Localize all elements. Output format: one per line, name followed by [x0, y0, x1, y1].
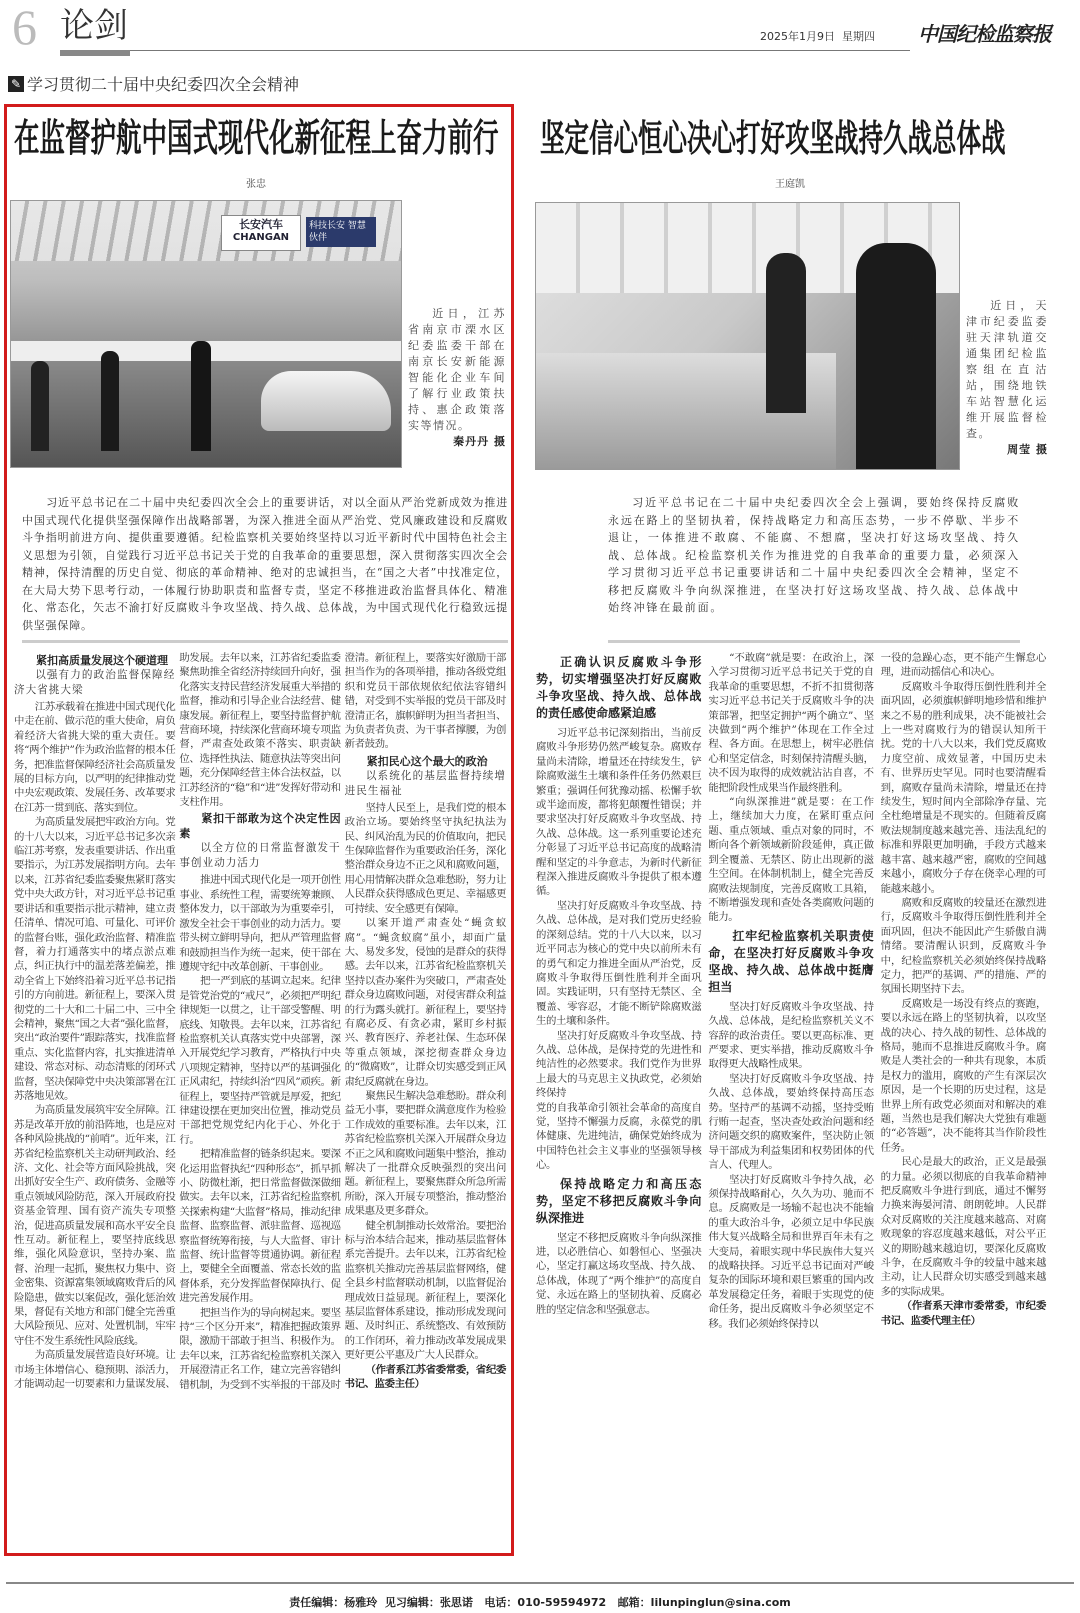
person-shape: [31, 361, 49, 451]
column-tag: [8, 72, 299, 95]
left-column-3: 紧扣民心这个最大的政治 以系统化的基层监督持续增进民生福祉 坚持人民至上，是我们党的根本政治立场。要始终坚守执纪执法为民、纠风治乱为民的价值取向，把民生保障监督作为重要政治任务，深化整治群众身边不正之风和腐败问题，用心用情解决群众急难愁盼，努力让人民群众获得感成色更足、幸福感更可持续、安全感更有保障。 以案开道严肃查处“蝇贪蚁腐”。“蝇贪蚁腐”虽小，却面广量大、易发多发，侵蚀的是群众的获得感。去年以来，江苏省纪检监察机关坚持以查办案件为突破口，严肃查处群众身边腐败问题，对侵害群众利益的行为露头就打。新征程上，要坚持有腐必反、有贪必肃，紧盯乡村振兴、教育医疗、养老社保、生态环保等重点领域，深挖彻查群众身边的“微腐败”，让群众切实感受到正风肃纪反腐就在身边。 聚焦民生解决急难愁盼。群众利益无小事，要把群众满意度作为检验工作成效的重要标准。去年以来，江苏省纪检监察机关深入开展群众身边不正之风和腐败问题集中整治，推动解决了一批群众反映强烈的突出问题。新征程上，要聚焦群众所急所需所盼，深入开展专项整治，推动整治成果惠及更多群众。 健全机制推动长效常治。要把治标与治本结合起来，推动基层监督体系完善提升。去年以来，江苏省纪检监察机关推动完善基层监督网络，健全县乡村监督联动机制，以监督促治理成效日益显现。新征程上，要深化基层监督体系建设，推动形成发现问题、及时纠正、系统整改、有效预防的工作闭环，着力推动改革发展成果更好更公平惠及广大人民群众。 （作者系江苏省委常委，省纪委书记、监委主任）: [344, 754, 506, 1391]
footer-credits: [0, 1594, 1080, 1610]
right-divider: [608, 640, 1020, 643]
right-body-columns: [536, 651, 1046, 1331]
date-text: 2025年1月9日: [760, 30, 835, 43]
right-photo: [535, 202, 960, 470]
left-lead: 习近平总书记在二十届中央纪委四次全会上的重要讲话，对以全面从严治党新成效为推进中国式现代化提供坚强保障作出战略部署，为深入推进全面从严治党、党风廉政建设和反腐败斗争指明前进方向、提供重要遵循。纪检监察机关要始终坚持以习近平新时代中国特色社会主义思想为引领，自觉践行习近平总书记关于党的自我革命的重要思想，深入贯彻落实四次全会精神，保持清醒的历史自觉、彻底的革命精神、绝对的忠诚担当，在“国之大者”中找准定位，在大局大势下思考行动，一体履行协助职责和监督专责，坚定不移推进政治监督具体化、精准化、常态化，矢志不渝打好反腐败斗争攻坚战、持久战、总体战，为中国式现代化行稳致远提供坚强保障。: [22, 496, 508, 632]
left-column-1: 紧扣高质量发展这个硬道理 以强有力的政治监督保障经济大省挑大梁 江苏承载着在推进中国式现代化中走在前、做示范的重大使命，肩负着经济大省挑大梁的重大责任。要将“两个维护”作为政治监督的根本任务，把准监督保障经济社会高质量发展的目标方向，以严明的纪律推动党中央宏观政策、发展任务、改革要求在江苏一贯到底、落实到位。 为高质量发展把牢政治方向。党的十八大以来，习近平总书记多次亲临江苏考察，发表重要讲话、作出重要指示，为江苏发展指明方向。去年以来，江苏省纪委监委聚焦紧盯落实党中央大政方针，对习近平总书记重要讲话和重要指示批示精神，建立责任清单、情况可追、可量化、可评价的监督台账，强化政治监督、精准监督，着力打通落实中的堵点淤点难点，纠正执行中的温差落差偏差，推动全省上下始终沿着习近平总书记指引的方向前进。新征程上，要深入贯彻党的二十大和二十届二中、三中全会精神，聚焦“国之大者”强化监督，突出“政治要件”跟踪落实，找准监督重点、实化监督内容，扎实推进清单建设、常态对标、动态清账的闭环式监督，坚决保障党中央决策部署在江苏落地见效。 为高质量发展筑牢安全屏障。江苏是改革开放的前沿阵地，也是应对各种风险挑战的“前哨”。近年来，江苏省纪检监察机关主动研判政治、经济、文化、社会等方面风险挑战，突出抓好安全生产、政府债务、金融等重点领域风险防范，深入开展政府投资基金管理、国有资产流失专项整治，促进高质量发展和高水平安全良性互动。新征程上，要坚持底线思维，强化风险意识，坚持办案、监督、治理一起抓，聚焦权力集中、资金密集、资源富集领域腐败背后的风险隐患，做实以案促改，强化惩治效果，督促有关地方和部门健全完善重大风险预见、应对、处置机制，牢牢守住不发生系统性风险底线。 为高质量发展营造良好环境。让市场主体增信心、稳预期、添活力，才能调动起一切要素和力量谋发展、助发展。去年以来，江苏省纪委监委聚焦助推全省经济持续回升向好，强化落实支持民营经济发展重大举措的监督，推动和引导企业合法经营、健康发展。新征程上，要坚持监督护航营商环境，持续深化营商环境专项监督，严肃查处政策不落实、职责缺位、选择性执法、随意执法等突出问题，充分保障经营主体合法权益，以江苏经济的“稳”和“进”发挥好带动和支柱作用。: [14, 652, 341, 1391]
phone: 电话：010-59594972: [484, 1596, 607, 1609]
left-column-2: 紧扣干部敢为这个决定性因素 以全方位的日常监督激发干事创业动力活力 推进中国式现代化是一项开创性事业、系统性工程，需要统筹兼顾、整体发力，以干部敢为为重要牵引，激发全社会干事创业的动力活力。要带头树立鲜明导向，把从严管理监督和鼓励担当作为统一起来，使干部在遵规守纪中改革创新、干事创业。 把一严到底的基调立起来。纪律是管党治党的“戒尺”，必须把严明纪律规矩一以贯之，让干部受警醒、明底线、知敬畏。去年以来，江苏省纪检监察机关认真落实党中央部署，深入开展党纪学习教育，严格执行中央八项规定精神，坚持以严的基调强化正风肃纪，持续纠治“四风”顽疾。新征程上，要坚持严管就是厚爱，把纪律建设摆在更加突出位置，推动党员干部把党规党纪内化于心、外化于行。 把精准监督的链条织起来。要深化运用监督执纪“四种形态”，抓早抓小、防微杜渐，把日常监督做深做细做实。去年以来，江苏省纪检监察机关探索构建“大监督”格局，推动纪律监督、监察监督、派驻监督、巡视巡察监督统筹衔接，与人大监督、审计监督、统计监督等贯通协调。新征程上，要健全全面覆盖、常态长效的监督体系，充分发挥监督保障执行、促进完善发展作用。 把担当作为的导向树起来。要坚持“三个区分开来”，精准把握政策界限，激励干部敢于担当、积极作为。去年以来，江苏省纪检监察机关深入开展澄清正名工作，建立完善容错纠错机制，为受到不实举报的干部及时澄清。新征程上，要落实好激励干部担当作为的各项举措，推动各级党组织和党员干部依规依纪依法容错纠错，对受到不实举报的党员干部及时澄清正名，旗帜鲜明为担当者担当、为负责者负责、为干事者撑腰，为创新者鼓劲。: [179, 652, 506, 1391]
slogan-sign: 科技长安 智慧伙伴: [306, 217, 376, 247]
section-bar: [60, 50, 130, 56]
left-body-columns: [14, 651, 506, 1392]
email: 邮箱：lilunpinglun@sina.com: [617, 1596, 791, 1609]
left-headline: 在监督护航中国式现代化新征程上奋力前行: [14, 116, 499, 162]
right-section-1: 正确认识反腐败斗争形势，切实增强坚决打好反腐败斗争攻坚战、持久战、总体战的责任感使命感紧迫感 习近平总书记深刻指出，当前反腐败斗争形势仍然严峻复杂。腐败存量尚未清除，增量还在持续发生，铲除腐败滋生土壤和条件任务仍然艰巨繁重；强调任何犹豫动摇、松懈手软或半途而废，都将犯颠覆性错误；并要求坚决打好反腐败斗争攻坚战、持久战、总体战。这一系列重要论述充分彰显了习近平总书记高度的战略清醒和坚定的斗争意志，为新时代新征程深入推进反腐败斗争提供了根本遵循。 坚决打好反腐败斗争攻坚战、持久战、总体战，是对我们党历史经验的深刻总结。党的十八大以来，以习近平同志为核心的党中央以前所未有的勇气和定力推进全面从严治党，反腐败斗争取得压倒性胜利并全面巩固。实践证明，只有坚持无禁区、全覆盖、零容忍，才能不断铲除腐败滋生的土壤和条件。 坚决打好反腐败斗争攻坚战、持久战、总体战，是保持党的先进性和纯洁性的必然要求。我们党作为世界上最大的马克思主义执政党，必须始终保持: [536, 655, 702, 1100]
header-rule: [60, 50, 910, 51]
right-lead: 习近平总书记在二十届中央纪委四次全会上强调，要始终保持反腐败永远在路上的坚韧执着，保持战略定力和高压态势，一步不停歇、半步不退让，一体推进不敢腐、不能腐、不想腐，坚决打好这场攻坚战、持久战、总体战。纪检监察机关作为推进党的自我革命的重要力量，必须深入学习贯彻习近平总书记重要讲话和二十届中央纪委四次全会精神，坚定不移把反腐败斗争向纵深推进，在坚决打好这场攻坚战、持久战、总体战中始终冲锋在最前面。: [608, 496, 1020, 614]
right-photo-credit: 周莹 摄: [1007, 443, 1048, 456]
right-headline: 坚定信心恒心决心打好攻坚战持久战总体战: [540, 116, 1006, 160]
issue-date: [760, 28, 875, 44]
left-divider: [22, 640, 508, 643]
section-title: 论剑: [60, 6, 128, 46]
left-photo-caption: 近日，江苏省南京市溧水区纪委监委干部在南京长安新能源智能化企业车间了解行业政策扶持、惠企政策落实等情况。 秦丹丹 摄: [408, 307, 506, 448]
weekday-text: 星期四: [842, 30, 875, 43]
column-tag-text: 学习贯彻二十届中央纪委四次全会精神: [27, 75, 300, 94]
brand-sign: 长安汽车 CHANGAN: [221, 215, 301, 251]
right-section-2: 党的自我革命引领社会革命的高度自觉，坚持不懈强力反腐，永葆党的肌体健康、先进纯洁，确保党始终成为中国特色社会主义事业的坚强领导核心。 保持战略定力和高压态势，坚定不移把反腐败斗争向纵深推进 坚定不移把反腐败斗争向纵深推进，以必胜信心、如磐恒心、坚强决心，坚定打赢这场攻坚战、持久战、总体战，体现了“两个维护”的高度自觉、永远在路上的坚韧执着、反腐必胜的坚定信念和坚强意志。 “不敢腐”就是要：在政治上，深入学习贯彻习近平总书记关于党的自我革命的重要思想，不折不扣贯彻落实习近平总书记关于反腐败斗争的决策部署，把坚定拥护“两个确立”、坚决做到“两个维护”体现在工作全过程、各方面。在思想上，树牢必胜信心和坚定信念，时刻保持清醒头脑，决不因为取得的成效就沾沾自喜，不能把阶段性成果当作最终胜利。 “向纵深推进”就是要：在工作上，继续加大力度，在紧盯重点问题、重点领域、重点对象的同时，不断向各个新领域新阶段延伸，真正做到全覆盖、无禁区、防止出现新的滋生空间。在体制机制上，健全完善反腐败法规制度，完善反腐败工具箱，不断增强发现和查处各类腐败问题的能力。: [536, 652, 874, 1316]
left-photo: [10, 200, 402, 468]
trainee-editor: 见习编辑：张思诺: [384, 1596, 473, 1609]
right-section-4: 一役的急躁心态，更不能产生懈怠心理，进而动摇信心和决心。 反腐败斗争取得压倒性胜利并全面巩固，必须旗帜鲜明地珍惜和维护来之不易的胜利成果，决不能被社会上一些对腐败行为的错误认知所干扰。党的十八大以来，我们党反腐败力度空前、成效显著，中国历史未有、世界历史罕见。同时也要清醒看到，腐败存量尚未清除，增量还在持续发生，短时间内全部除净存量、完全杜绝增量是不现实的。但随着反腐败法规制度越来越完善、违法乱纪的标准和界限更加明确，手段方式越来越丰富、越来越严密，腐败的空间越来越小，腐败分子存在侥幸心理的可能越来越小。 腐败和反腐败的较量还在激烈进行，反腐败斗争取得压倒性胜利并全面巩固，但决不能因此产生骄傲自满情绪。要清醒认识到，反腐败斗争中，纪检监察机关必须始终保持战略定力，把严的基调、严的措施、严的氛围长期坚持下去。 反腐败是一场没有终点的赛跑，要以永远在路上的坚韧执着，以攻坚战的决心、持久战的韧性、总体战的格局，驰而不息推进反腐败斗争。腐败是人类社会的一种共有现象，本质是权力的滥用，腐败的产生有深层次原因，是一个长期的历史过程，这是世界上所有政党必须面对和解决的难题，当然也是我们解决大党独有难题的“必答题”，决不能将其当作阶段性任务。 民心是最大的政治，正义是最强的力量。必须以彻底的自我革命精神把反腐败斗争进行到底，通过不懈努力换来海晏河清、朗朗乾坤。人民群众对反腐败的关注度越来越高、对腐败现象的容忍度越来越低，对公平正义的期盼越来越迫切，要深化反腐败斗争，在反腐败斗争的较量中越来越主动，让人民群众切实感受到越来越多的实际成果。 （作者系天津市委常委，市纪委书记、监委代理主任）: [880, 652, 1046, 1327]
left-author: 张忠: [246, 179, 266, 190]
right-author: 王庭凯: [775, 179, 805, 190]
newspaper-logo: 中国纪检监察报: [918, 22, 1051, 46]
left-author-note: （作者系江苏省委常委，省纪委书记、监委主任）: [344, 1363, 506, 1391]
car-shape: [261, 371, 391, 431]
footer-rule: [6, 1582, 1074, 1584]
person-shape: [766, 253, 806, 413]
responsible-editor: 责任编辑：杨雅玲: [289, 1596, 378, 1609]
right-photo-caption: 近日，天津市纪委监委驻天津轨道交通集团纪检监察组在直沽站，围绕地铁车站智慧化运维开展监督检查。 周莹 摄: [966, 299, 1048, 456]
left-photo-credit: 秦丹丹 摄: [453, 435, 506, 448]
right-section-3: 扛牢纪检监察机关职责使命，在坚决打好反腐败斗争攻坚战、持久战、总体战中挺膺担当 坚决打好反腐败斗争攻坚战、持久战、总体战，是纪检监察机关义不容辞的政治责任。要以更高标准、更严要求、更实举措，推动反腐败斗争取得更大战略性成果。 坚决打好反腐败斗争攻坚战、持久战、总体战，要始终保持高压态势。坚持严的基调不动摇，坚持受贿行贿一起查，坚决查处政治问题和经济问题交织的腐败案件，坚决防止领导干部成为利益集团和权势团体的代言人、代理人。 坚决打好反腐败斗争持久战，必须保持战略耐心，久久为功、驰而不息。反腐败是一场输不起也决不能输的重大政治斗争，必须立足中华民族伟大复兴战略全局和世界百年未有之大变局，着眼实现中华民族伟大复兴的战略抉择。习近平总书记面对严峻复杂的国际环境和艰巨繁重的国内改革发展稳定任务，着眼于实现党的使命任务，提出反腐败斗争必须坚定不移。我们必须始终保持以: [708, 928, 874, 1330]
right-author-note: （作者系天津市委常委，市纪委书记、监委代理主任）: [880, 1300, 1046, 1327]
page-number: 6: [12, 0, 37, 55]
brush-icon: ✎: [8, 76, 24, 92]
